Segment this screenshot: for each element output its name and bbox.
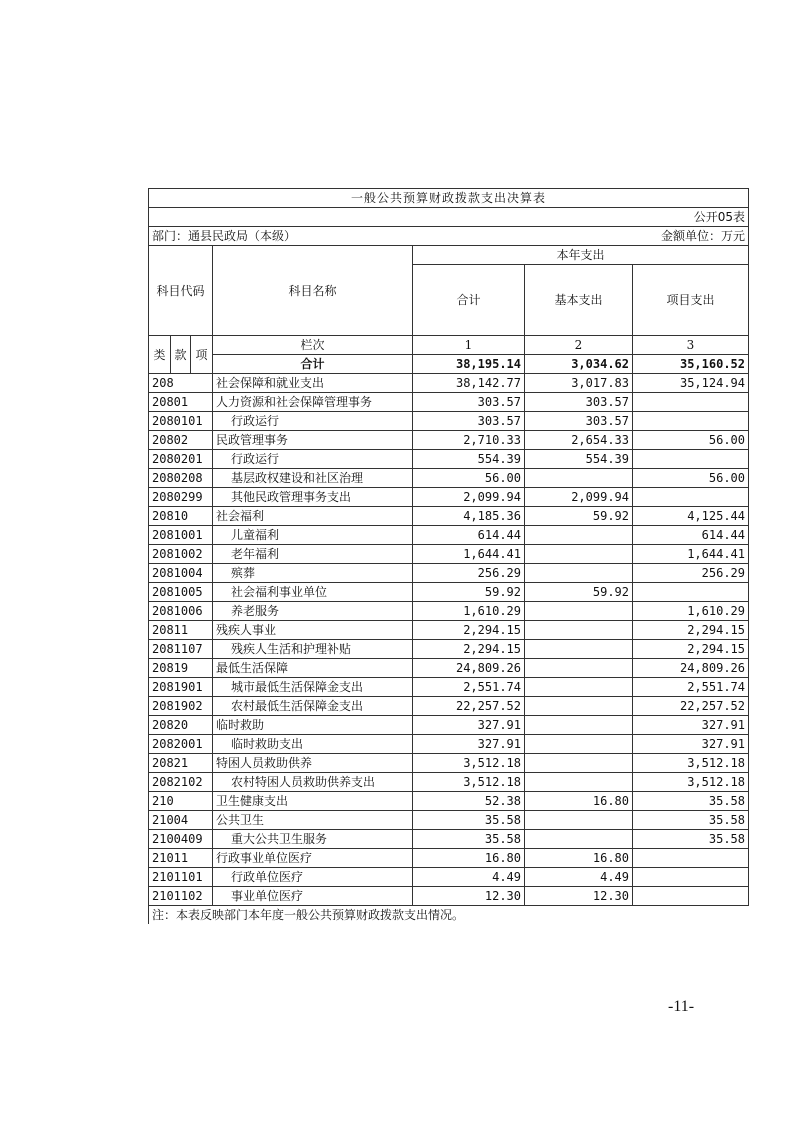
row-total: 38,142.77 bbox=[413, 374, 525, 393]
row-project: 56.00 bbox=[633, 469, 749, 488]
row-total: 35.58 bbox=[413, 830, 525, 849]
row-basic: 303.57 bbox=[525, 412, 633, 431]
row-project: 614.44 bbox=[633, 526, 749, 545]
row-name: 行政运行 bbox=[213, 412, 413, 431]
header-project: 项目支出 bbox=[633, 265, 749, 336]
row-total: 1,610.29 bbox=[413, 602, 525, 621]
row-basic bbox=[525, 830, 633, 849]
row-basic bbox=[525, 773, 633, 792]
row-code: 20819 bbox=[149, 659, 213, 678]
row-code: 2081901 bbox=[149, 678, 213, 697]
table-row bbox=[149, 393, 749, 412]
row-total: 1,644.41 bbox=[413, 545, 525, 564]
table-row bbox=[149, 640, 749, 659]
row-project: 1,610.29 bbox=[633, 602, 749, 621]
row-basic bbox=[525, 602, 633, 621]
row-project bbox=[633, 849, 749, 868]
title-row bbox=[149, 189, 749, 208]
table-row bbox=[149, 716, 749, 735]
header-year-spend: 本年支出 bbox=[413, 246, 749, 265]
page-number: -11- bbox=[668, 998, 695, 1015]
row-name: 老年福利 bbox=[213, 545, 413, 564]
row-project bbox=[633, 887, 749, 906]
header-total: 合计 bbox=[413, 265, 525, 336]
table-row bbox=[149, 526, 749, 545]
row-total: 327.91 bbox=[413, 716, 525, 735]
row-total: 24,809.26 bbox=[413, 659, 525, 678]
row-total: 256.29 bbox=[413, 564, 525, 583]
row-name: 城市最低生活保障金支出 bbox=[213, 678, 413, 697]
table-row bbox=[149, 811, 749, 830]
row-code: 2081902 bbox=[149, 697, 213, 716]
row-name: 重大公共卫生服务 bbox=[213, 830, 413, 849]
row-code: 2081002 bbox=[149, 545, 213, 564]
row-code: 2081107 bbox=[149, 640, 213, 659]
row-code: 2082001 bbox=[149, 735, 213, 754]
row-basic bbox=[525, 621, 633, 640]
table-number: 公开05表 bbox=[633, 208, 749, 227]
row-code: 2101102 bbox=[149, 887, 213, 906]
table-row bbox=[149, 412, 749, 431]
row-code: 208 bbox=[149, 374, 213, 393]
row-project: 35.58 bbox=[633, 830, 749, 849]
table-row bbox=[149, 849, 749, 868]
row-basic bbox=[525, 716, 633, 735]
row-total: 56.00 bbox=[413, 469, 525, 488]
table-row bbox=[149, 431, 749, 450]
row-code: 20802 bbox=[149, 431, 213, 450]
row-project: 24,809.26 bbox=[633, 659, 749, 678]
row-project: 1,644.41 bbox=[633, 545, 749, 564]
row-basic bbox=[525, 545, 633, 564]
row-name: 残疾人事业 bbox=[213, 621, 413, 640]
row-project bbox=[633, 450, 749, 469]
table-row bbox=[149, 488, 749, 507]
row-code: 20801 bbox=[149, 393, 213, 412]
row-project: 327.91 bbox=[633, 716, 749, 735]
row-total: 4,185.36 bbox=[413, 507, 525, 526]
row-total: 2,099.94 bbox=[413, 488, 525, 507]
table-row bbox=[149, 583, 749, 602]
row-project: 35.58 bbox=[633, 811, 749, 830]
row-project: 327.91 bbox=[633, 735, 749, 754]
row-code: 2081006 bbox=[149, 602, 213, 621]
row-basic: 16.80 bbox=[525, 792, 633, 811]
row-total: 2,294.15 bbox=[413, 640, 525, 659]
row-project bbox=[633, 583, 749, 602]
row-basic: 59.92 bbox=[525, 507, 633, 526]
table-row bbox=[149, 792, 749, 811]
header-col-3: 3 bbox=[633, 336, 749, 355]
row-basic: 12.30 bbox=[525, 887, 633, 906]
row-project bbox=[633, 488, 749, 507]
row-project bbox=[633, 393, 749, 412]
row-total: 35.58 bbox=[413, 811, 525, 830]
row-name: 民政管理事务 bbox=[213, 431, 413, 450]
row-total: 614.44 bbox=[413, 526, 525, 545]
row-project: 35.58 bbox=[633, 792, 749, 811]
table-row bbox=[149, 450, 749, 469]
budget-table bbox=[148, 188, 749, 924]
row-project: 56.00 bbox=[633, 431, 749, 450]
row-name: 社会福利 bbox=[213, 507, 413, 526]
total-amount: 38,195.14 bbox=[413, 355, 525, 374]
row-code: 2100409 bbox=[149, 830, 213, 849]
header-col-1: 1 bbox=[413, 336, 525, 355]
row-basic: 59.92 bbox=[525, 583, 633, 602]
total-project: 35,160.52 bbox=[633, 355, 749, 374]
row-name: 其他民政管理事务支出 bbox=[213, 488, 413, 507]
row-total: 2,294.15 bbox=[413, 621, 525, 640]
header-xiang: 项 bbox=[191, 336, 213, 374]
row-code: 2101101 bbox=[149, 868, 213, 887]
header-name: 科目名称 bbox=[213, 246, 413, 336]
row-basic bbox=[525, 735, 633, 754]
table-row bbox=[149, 507, 749, 526]
row-code: 2080101 bbox=[149, 412, 213, 431]
note-row bbox=[149, 906, 749, 925]
row-basic bbox=[525, 678, 633, 697]
row-name: 养老服务 bbox=[213, 602, 413, 621]
row-basic: 2,099.94 bbox=[525, 488, 633, 507]
header-row-1 bbox=[149, 246, 749, 265]
total-basic: 3,034.62 bbox=[525, 355, 633, 374]
table-title: 一般公共预算财政拨款支出决算表 bbox=[149, 189, 749, 208]
row-name: 儿童福利 bbox=[213, 526, 413, 545]
row-name: 农村特困人员救助供养支出 bbox=[213, 773, 413, 792]
row-total: 16.80 bbox=[413, 849, 525, 868]
row-basic: 554.39 bbox=[525, 450, 633, 469]
row-total: 303.57 bbox=[413, 393, 525, 412]
table-row bbox=[149, 697, 749, 716]
row-name: 临时救助支出 bbox=[213, 735, 413, 754]
amount-unit-label: 金额单位：万元 bbox=[633, 227, 749, 246]
table-no-row bbox=[149, 208, 749, 227]
table-row bbox=[149, 868, 749, 887]
row-name: 公共卫生 bbox=[213, 811, 413, 830]
row-code: 20821 bbox=[149, 754, 213, 773]
total-row bbox=[149, 355, 749, 374]
row-basic bbox=[525, 469, 633, 488]
row-name: 基层政权建设和社区治理 bbox=[213, 469, 413, 488]
table-row bbox=[149, 621, 749, 640]
row-name: 特困人员救助供养 bbox=[213, 754, 413, 773]
row-name: 人力资源和社会保障管理事务 bbox=[213, 393, 413, 412]
row-basic bbox=[525, 754, 633, 773]
row-code: 2080201 bbox=[149, 450, 213, 469]
row-project: 22,257.52 bbox=[633, 697, 749, 716]
row-name: 社会保障和就业支出 bbox=[213, 374, 413, 393]
row-total: 12.30 bbox=[413, 887, 525, 906]
row-total: 554.39 bbox=[413, 450, 525, 469]
table-row bbox=[149, 659, 749, 678]
row-code: 2081004 bbox=[149, 564, 213, 583]
row-project: 2,551.74 bbox=[633, 678, 749, 697]
budget-table-sheet bbox=[148, 188, 748, 924]
row-code: 20810 bbox=[149, 507, 213, 526]
row-total: 4.49 bbox=[413, 868, 525, 887]
table-row bbox=[149, 830, 749, 849]
row-name: 社会福利事业单位 bbox=[213, 583, 413, 602]
row-name: 卫生健康支出 bbox=[213, 792, 413, 811]
row-name: 行政单位医疗 bbox=[213, 868, 413, 887]
row-basic: 303.57 bbox=[525, 393, 633, 412]
row-basic bbox=[525, 526, 633, 545]
header-code: 科目代码 bbox=[149, 246, 213, 336]
row-basic: 16.80 bbox=[525, 849, 633, 868]
row-total: 303.57 bbox=[413, 412, 525, 431]
row-total: 52.38 bbox=[413, 792, 525, 811]
row-project: 3,512.18 bbox=[633, 773, 749, 792]
header-row-3 bbox=[149, 336, 749, 355]
row-basic bbox=[525, 811, 633, 830]
header-kuan: 款 bbox=[171, 336, 191, 374]
table-row bbox=[149, 602, 749, 621]
row-project: 2,294.15 bbox=[633, 640, 749, 659]
row-total: 327.91 bbox=[413, 735, 525, 754]
row-total: 3,512.18 bbox=[413, 754, 525, 773]
row-basic: 4.49 bbox=[525, 868, 633, 887]
row-basic bbox=[525, 564, 633, 583]
row-basic bbox=[525, 640, 633, 659]
row-name: 行政运行 bbox=[213, 450, 413, 469]
table-row bbox=[149, 374, 749, 393]
row-code: 20811 bbox=[149, 621, 213, 640]
row-code: 210 bbox=[149, 792, 213, 811]
row-name: 临时救助 bbox=[213, 716, 413, 735]
row-basic: 3,017.83 bbox=[525, 374, 633, 393]
row-basic bbox=[525, 697, 633, 716]
table-row bbox=[149, 469, 749, 488]
department-row bbox=[149, 227, 749, 246]
row-project: 4,125.44 bbox=[633, 507, 749, 526]
row-code: 20820 bbox=[149, 716, 213, 735]
table-row bbox=[149, 545, 749, 564]
table-row bbox=[149, 773, 749, 792]
row-code: 2082102 bbox=[149, 773, 213, 792]
row-code: 2080208 bbox=[149, 469, 213, 488]
row-total: 2,551.74 bbox=[413, 678, 525, 697]
table-row bbox=[149, 735, 749, 754]
department-label: 部门：通县民政局（本级） bbox=[149, 227, 525, 246]
row-name: 最低生活保障 bbox=[213, 659, 413, 678]
table-note: 注：本表反映部门本年度一般公共预算财政拨款支出情况。 bbox=[149, 906, 749, 925]
row-name: 行政事业单位医疗 bbox=[213, 849, 413, 868]
row-code: 21004 bbox=[149, 811, 213, 830]
row-name: 残疾人生活和护理补贴 bbox=[213, 640, 413, 659]
table-row bbox=[149, 887, 749, 906]
row-project: 35,124.94 bbox=[633, 374, 749, 393]
row-name: 农村最低生活保障金支出 bbox=[213, 697, 413, 716]
row-code: 2080299 bbox=[149, 488, 213, 507]
header-col-2: 2 bbox=[525, 336, 633, 355]
row-basic: 2,654.33 bbox=[525, 431, 633, 450]
row-total: 3,512.18 bbox=[413, 773, 525, 792]
row-code: 2081001 bbox=[149, 526, 213, 545]
row-total: 59.92 bbox=[413, 583, 525, 602]
row-total: 22,257.52 bbox=[413, 697, 525, 716]
table-row bbox=[149, 754, 749, 773]
row-name: 殡葬 bbox=[213, 564, 413, 583]
row-code: 21011 bbox=[149, 849, 213, 868]
row-project bbox=[633, 412, 749, 431]
row-name: 事业单位医疗 bbox=[213, 887, 413, 906]
row-total: 2,710.33 bbox=[413, 431, 525, 450]
row-project: 3,512.18 bbox=[633, 754, 749, 773]
header-basic: 基本支出 bbox=[525, 265, 633, 336]
table-row bbox=[149, 678, 749, 697]
row-project: 2,294.15 bbox=[633, 621, 749, 640]
row-project bbox=[633, 868, 749, 887]
row-code: 2081005 bbox=[149, 583, 213, 602]
table-row bbox=[149, 564, 749, 583]
header-lanci: 栏次 bbox=[213, 336, 413, 355]
row-basic bbox=[525, 659, 633, 678]
row-project: 256.29 bbox=[633, 564, 749, 583]
total-label: 合计 bbox=[213, 355, 413, 374]
header-lei: 类 bbox=[149, 336, 171, 374]
